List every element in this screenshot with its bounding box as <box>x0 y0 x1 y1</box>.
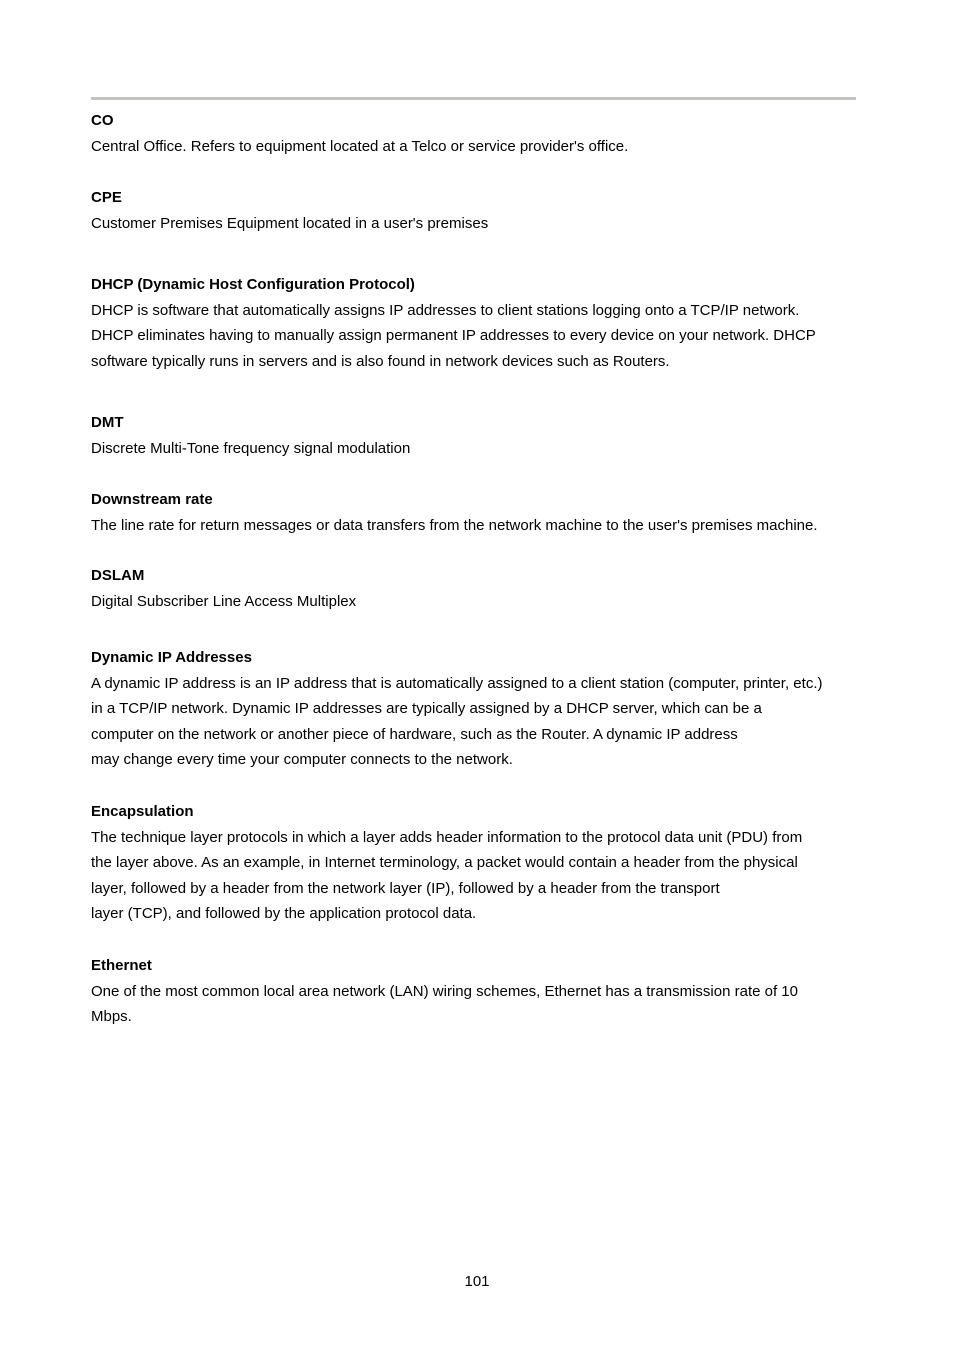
glossary-entry-encapsulation <box>91 799 881 927</box>
glossary-definition-line: Mbps. <box>91 1008 132 1026</box>
glossary-term: CPE <box>91 189 122 206</box>
glossary-entry-cpe <box>91 185 881 236</box>
glossary-term: Encapsulation <box>91 803 194 820</box>
glossary-definition-line: software typically runs in servers and is also found in network devices such as Routers. <box>91 352 670 370</box>
glossary-definition-line: The technique layer protocols in which a layer adds header information to the protocol data unit (PDU) from <box>91 828 803 846</box>
glossary-definition-line: Discrete Multi-Tone frequency signal modulation <box>91 439 411 457</box>
glossary-entry-ethernet <box>91 953 881 1030</box>
glossary-definition-line: layer, followed by a header from the network layer (IP), followed by a header from the transport <box>91 879 720 897</box>
glossary-entry-dhcp <box>91 272 881 374</box>
glossary-term: Ethernet <box>91 957 152 974</box>
glossary-definition-line: in a TCP/IP network. Dynamic IP addresses are typically assigned by a DHCP server, which can be a <box>91 700 762 718</box>
glossary-definition-line: the layer above. As an example, in Internet terminology, a packet would contain a header from the physical <box>91 854 798 872</box>
glossary-definition-line: A dynamic IP address is an IP address that is automatically assigned to a client station (computer, printer, etc.) <box>91 674 823 692</box>
glossary-term: Downstream rate <box>91 491 213 508</box>
glossary-term: Dynamic IP Addresses <box>91 649 252 666</box>
glossary-term: CO <box>91 112 114 129</box>
glossary-definition-line: layer (TCP), and followed by the application protocol data. <box>91 905 477 923</box>
glossary-definition-line: Central Office. Refers to equipment located at a Telco or service provider's office. <box>91 137 629 155</box>
glossary-definition-line: DHCP eliminates having to manually assign permanent IP addresses to every device on your network. DHCP <box>91 327 816 345</box>
glossary-definition-line: DHCP is software that automatically assigns IP addresses to client stations logging onto a TCP/IP network. <box>91 301 800 319</box>
glossary-definition-line: computer on the network or another piece of hardware, such as the Router. A dynamic IP address <box>91 725 738 743</box>
glossary-entry-downstream-rate <box>91 487 881 538</box>
glossary-definition-line: Customer Premises Equipment located in a user's premises <box>91 214 489 232</box>
header-rule <box>91 97 856 100</box>
glossary-entry-dmt <box>91 410 881 461</box>
glossary-term: DMT <box>91 414 124 431</box>
glossary-term: DSLAM <box>91 567 145 584</box>
glossary-term: DHCP (Dynamic Host Configuration Protocol) <box>91 276 415 293</box>
glossary-definition-line: The line rate for return messages or data transfers from the network machine to the user's premises machine. <box>91 516 818 534</box>
glossary-definition-line: One of the most common local area network (LAN) wiring schemes, Ethernet has a transmission rate of 10 <box>91 982 798 1000</box>
glossary-entry-dynamic-ip-addresses <box>91 645 881 773</box>
page-number: 101 <box>464 1273 490 1290</box>
glossary-definition-line: may change every time your computer connects to the network. <box>91 751 513 769</box>
glossary-entry-co <box>91 108 881 159</box>
glossary-entry-dslam <box>91 563 881 614</box>
glossary-definition-line: Digital Subscriber Line Access Multiplex <box>91 592 357 610</box>
